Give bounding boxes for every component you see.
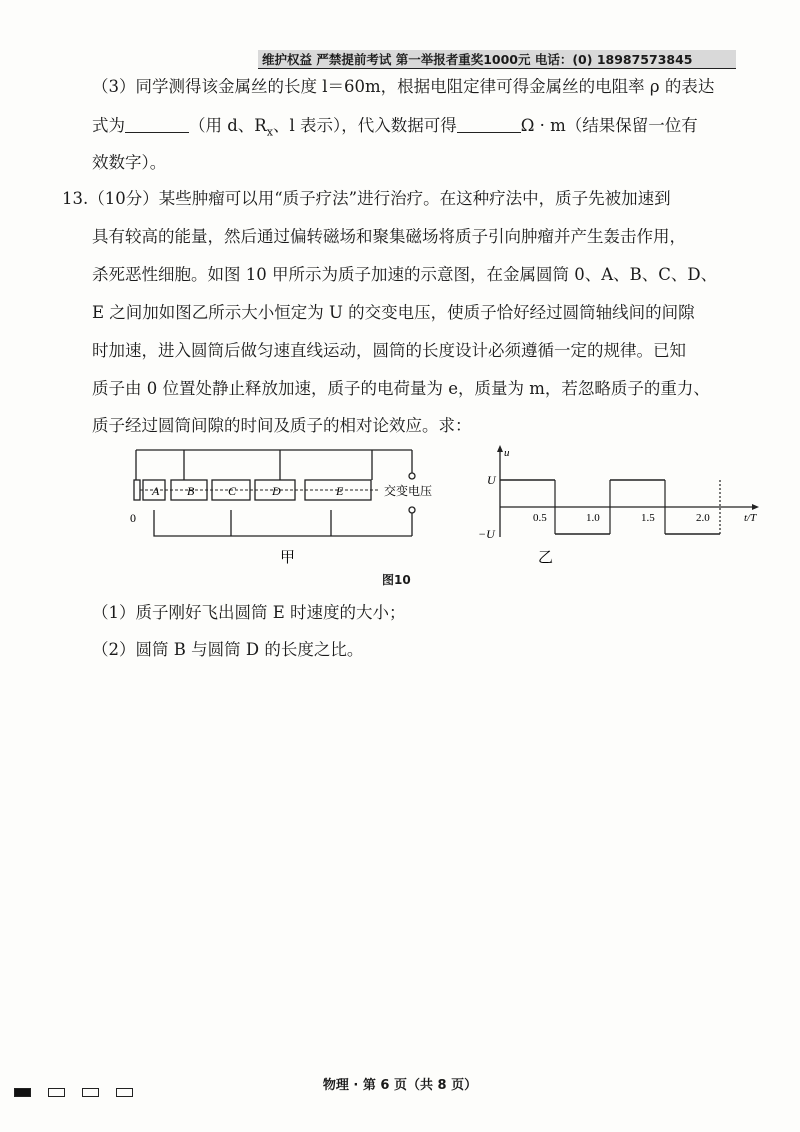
x-tick-label: 0.5 — [533, 512, 547, 524]
anti-leak-header: 维护权益 严禁提前考试 第一举报者重奖1000元 电话：(0) 18987573845 — [258, 50, 736, 69]
yi-label: 乙 — [538, 550, 554, 566]
y-axis-label: u — [504, 447, 510, 459]
negU-label: −U — [478, 527, 495, 541]
figure-caption: 图10 — [382, 573, 411, 587]
tube-label: D — [272, 484, 281, 498]
x-tick-label: 2.0 — [696, 512, 710, 524]
page-footer: 物理 · 第 6 页（共 8 页） — [322, 1078, 478, 1093]
q12-part3-line3: 效数字）。 — [92, 153, 167, 172]
q13-stem-line: 质子经过圆筒间隙的时间及质子的相对论效应。求： — [92, 416, 472, 435]
zero-label: 0 — [130, 511, 136, 525]
answer-blank-2[interactable] — [457, 116, 521, 133]
q13-stem-line: 质子由 0 位置处静止释放加速，质子的电荷量为 e，质量为 m，若忽略质子的重力、 — [92, 379, 710, 398]
y-axis-arrow — [497, 445, 503, 452]
figure-10 — [128, 440, 757, 574]
tube-label: C — [228, 484, 237, 498]
q13-stem-line: 杀死恶性细胞。如图 10 甲所示为质子加速的示意图，在金属圆筒 0、A、B、C、D、 — [92, 265, 718, 284]
x-tick-label: 1.0 — [586, 512, 600, 524]
q13-stem-line: 具有较高的能量，然后通过偏转磁场和聚集磁场将质子引向肿瘤并产生轰击作用， — [92, 227, 686, 246]
figure-10-svg — [128, 440, 757, 570]
q13-sub2: （2）圆筒 B 与圆筒 D 的长度之比。 — [92, 640, 364, 659]
x-axis-arrow — [752, 504, 759, 510]
tube-label: A — [152, 484, 160, 498]
tube-labels — [151, 484, 344, 498]
q13-sub1: （1）质子刚好飞出圆筒 E 时速度的大小； — [92, 603, 406, 622]
q12-part3-line2: 式为 （用 d、$R_x$、l 表示），代入数据可得 Ω · m（结果保留一位有 — [92, 116, 698, 139]
x-axis-label: t/T — [744, 512, 757, 524]
graph-yi — [478, 445, 759, 566]
q13-stem-line: 13.（10分）某些肿瘤可以用“质子疗法”进行治疗。在这种疗法中，质子先被加速到 — [62, 189, 671, 208]
tube-label: B — [187, 484, 195, 498]
q13-stem-line: 时加速，进入圆筒后做匀速直线运动，圆筒的长度设计必须遵循一定的规律。已知 — [92, 341, 686, 360]
ac-source-label: 交变电压 — [384, 484, 433, 498]
jia-label: 甲 — [280, 548, 296, 566]
answer-blank-1[interactable] — [125, 116, 189, 133]
q12-part3-line1: （3）同学测得该金属丝的长度 l＝60m，根据电阻定律可得金属丝的电阻率 ρ 的表达 — [92, 77, 715, 96]
U-label: U — [487, 473, 496, 487]
x-tick-label: 1.5 — [641, 512, 655, 524]
tube-label: E — [336, 484, 344, 498]
q13-stem-line: E 之间加如图乙所示大小恒定为 U 的交变电压，使质子恰好经过圆筒轴线间的间隙 — [92, 303, 695, 322]
